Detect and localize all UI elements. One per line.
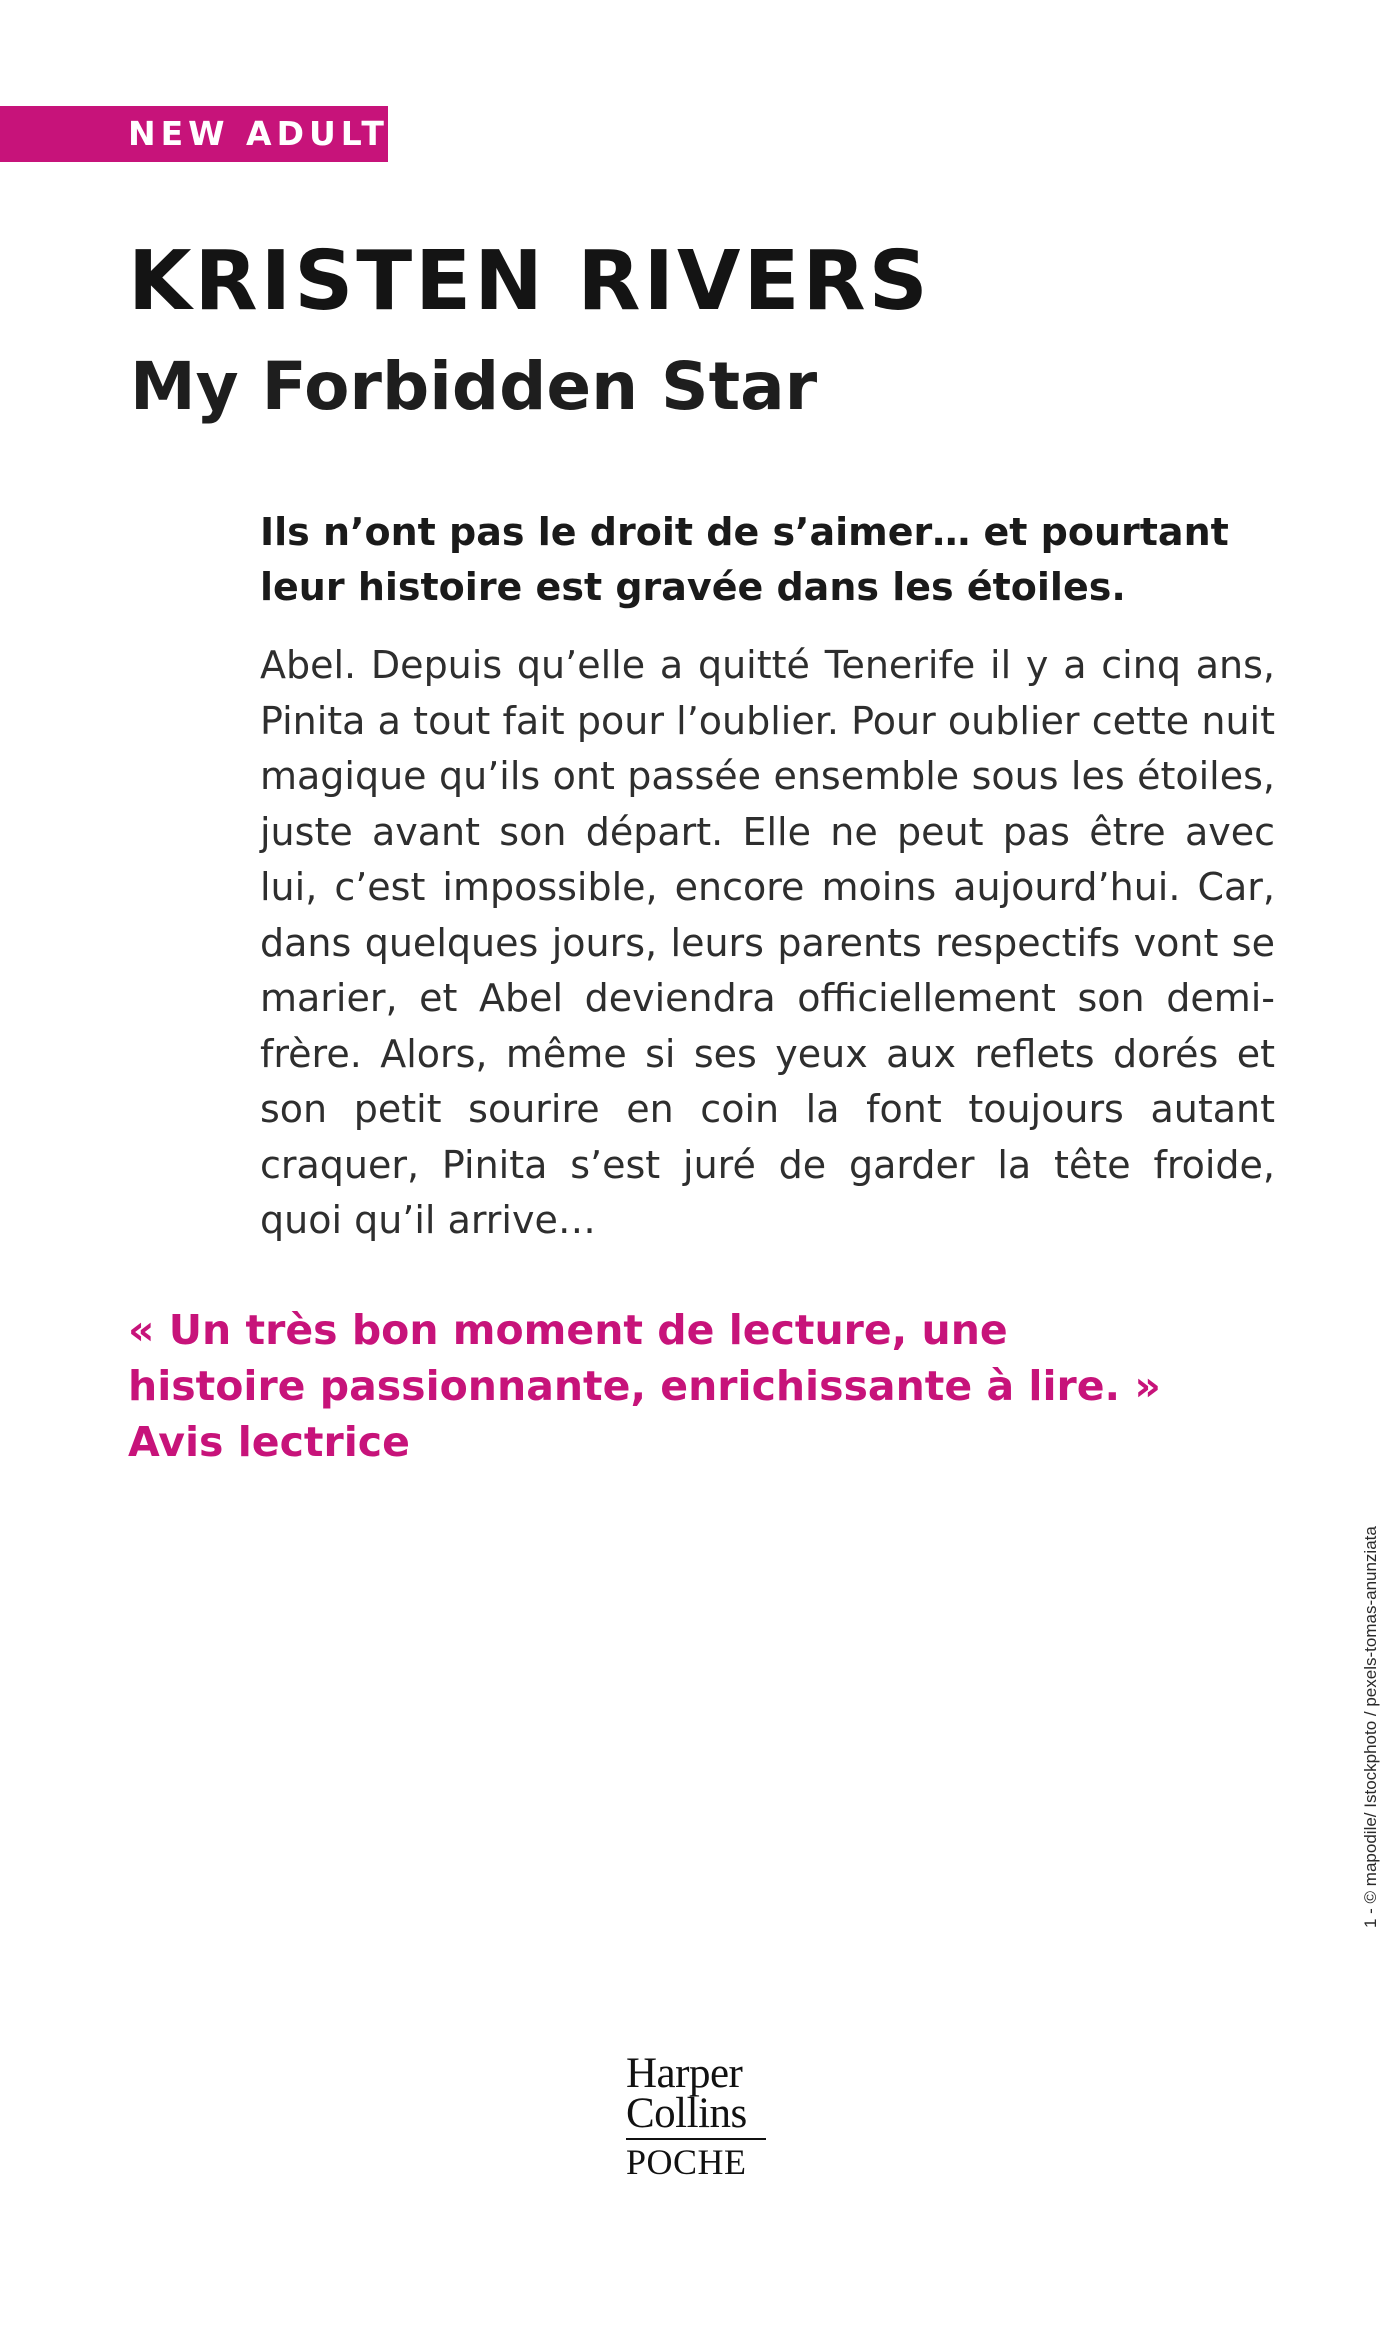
genre-banner — [0, 106, 388, 162]
tagline: Ils n’ont pas le droit de s’aimer… et pourtant leur histoire est gravée dans les étoiles. — [260, 510, 1229, 609]
synopsis: Abel. Depuis qu’elle a quitté Tenerife il y a cinq ans, Pinita a tout fait pour l’oublier. Pour oublier cette nuit magique qu’ils ont passée ensemble sous les étoiles, juste avant son départ. Elle ne peut pas être avec lui, c’est impossible, encore moins aujourd’hui. Car, dans quelques jours, leurs parents respectifs vont se marier, et Abel deviendra officiellement son demi-frère. Alors, même si ses yeux aux reflets dorés et son petit sourire en coin la font toujours autant craquer, Pinita s’est juré de garder la tête froide, quoi qu’il arrive… — [260, 643, 1275, 1242]
book-title: My Forbidden Star — [130, 348, 818, 425]
publisher-logo-harper: Harper — [626, 2050, 743, 2097]
publisher-logo-poche: POCHE — [626, 2138, 766, 2182]
photo-credit: 1 - © mapodile/ Istockphoto / pexels-tomas-anunziata — [1361, 1526, 1380, 1928]
review-source: Avis lectrice — [128, 1418, 410, 1466]
genre-label: NEW ADULT — [128, 114, 389, 153]
publisher-logo-collins: Collins — [626, 2090, 747, 2137]
publisher-logo — [626, 2050, 774, 2182]
reader-review — [128, 1302, 1178, 1470]
review-quote: « Un très bon moment de lecture, une histoire passionnante, enrichissante à lire. » — [128, 1306, 1161, 1410]
author-name: KRISTEN RIVERS — [128, 234, 931, 329]
